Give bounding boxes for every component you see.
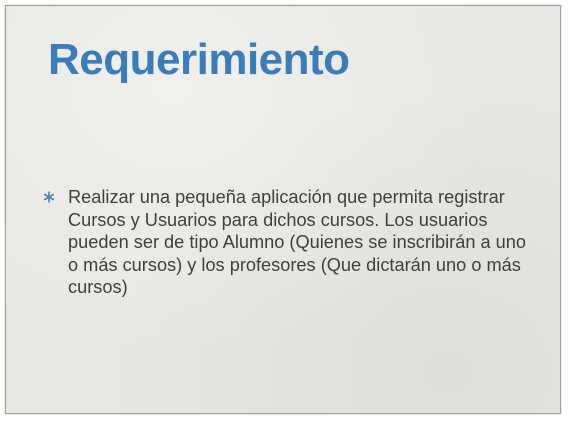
asterisk-bullet-icon: [43, 191, 55, 203]
bullet-text: Realizar una pequeña aplicación que permita registrar Cursos y Usuarios para dichos cursos. Los usuarios pueden ser de tipo Alumno (Quienes se inscribirán a uno o más cursos) y los profesores (Que dictarán uno o más cursos): [68, 187, 526, 297]
slide-title: Requerimiento: [48, 35, 350, 84]
bullet-list: [41, 186, 531, 299]
list-item: [41, 186, 531, 299]
slide: [5, 5, 561, 414]
